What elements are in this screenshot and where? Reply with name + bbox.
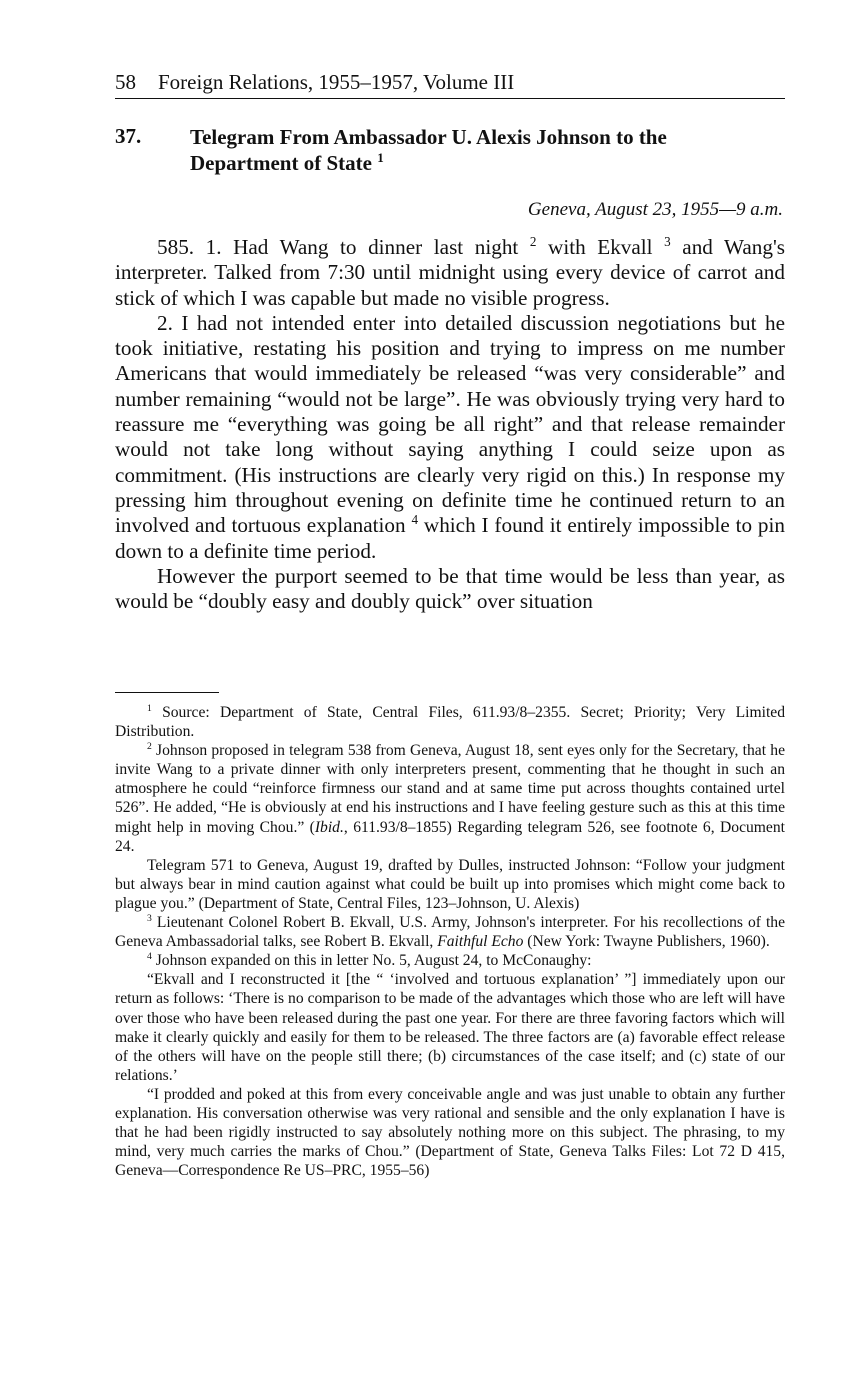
document-number: 37. <box>115 124 142 148</box>
footnote-ref-2[interactable]: 2 <box>529 233 537 249</box>
telegram-body <box>115 235 785 614</box>
footnote-1: $^1$ Source: Department of State, Central Files, 611.93/8–2355. Secret; Priority; Very Limited Distribution. <box>115 702 785 741</box>
footnote-ref-3[interactable]: 3 <box>664 233 671 249</box>
footnote-2-continued: Telegram 571 to Geneva, August 19, drafted by Dulles, instructed Johnson: “Follow your judgment but always bear in mind caution against what could be built up into promises which might come back to plague you.” (Department of State, Central Files, 123–Johnson, U. Alexis) <box>115 856 785 912</box>
footnote-4-quote-1: “Ekvall and I reconstructed it [the “ ‘involved and tortuous explanation’ ”] immediately upon our return as follows: ‘There is no comparison to be made of the advantages which those who are left will have over those who have been released during the past one year. For there are three favoring factors which will make it clearly quickly and easily for them to be released. The three factors are (a) favorable effect release of the others will have on the people still there; (b) circumstances of the case itself; and (c) state of our relations.’ <box>115 971 785 1084</box>
paragraph-2: 2. I had not intended enter into detailed discussion negotiations but he took initiative, restating his position and trying to impress on me number Americans that would immediately be released “was very considerable” and number remaining “would not be large”. He was obviously trying very hard to reassure me “everything was going be all right” and that release remainder would not take long without saying anything I could seize upon as commitment. (His instructions are clearly very rigid on this.) In response my pressing him throughout evening on definite time he continued return to an involved and tortuous explanation $^4$ which I found it entirely impossible to pin down to a definite time period. <box>115 310 786 563</box>
footnote-ref-4[interactable]: 4 <box>411 512 419 528</box>
footnote-2: $^2$ Johnson proposed in telegram 538 from Geneva, August 18, sent eyes only for the Secretary, that he invite Wang to a private dinner with only interpreters present, commenting that he thought in such an atmosphere he could “reinforce firmness our stand and at same time put across thoughts contained urtel 526”. He added, “He is obviously at end his instructions and I have feeling gesture such as this at this time might help in moving Chou.” (Ibid., 611.93/8–1855) Regarding telegram 526, see footnote 6, Document 24. <box>115 741 785 855</box>
footnotes <box>115 703 785 1180</box>
dateline: Geneva, August 23, 1955—9 a.m. <box>527 199 783 220</box>
footnote-ref-1[interactable]: 1 <box>377 150 384 165</box>
page-number: 58 <box>115 70 136 94</box>
document-title: Telegram From Ambassador U. Alexis Johnson to the Department of State $^1$ <box>190 125 667 175</box>
footnote-4: $^4$ Johnson expanded on this in letter No. 5, August 24, to McConaughy: <box>147 951 592 970</box>
paragraph-3: However the purport seemed to be that time would be less than year, as would be “doubly easy and doubly quick” over situation <box>115 563 785 614</box>
footnote-3: $^3$ Lieutenant Colonel Robert B. Ekvall, U.S. Army, Johnson's interpreter. For his recollections of the Geneva Ambassadorial talks, see Robert B. Ekvall, Faithful Echo (New York: Twayne Publishers, 1960). <box>115 912 785 951</box>
paragraph-1: 585. 1. Had Wang to dinner last night $^2$ with Ekvall $^3$ and Wang's interpreter. Talked from 7:30 until midnight using every device of carrot and stick of which I was capable but made no visible progress. <box>115 233 786 310</box>
running-header <box>115 68 785 99</box>
footnote-divider <box>115 692 219 693</box>
footnote-4-quote-2: “I prodded and poked at this from every conceivable angle and was just unable to obtain any further explanation. His conversation otherwise was very rational and sensible and the only explanation I have is that he had been rigidly instructed to say absolutely nothing more on this subject. The phrasing, to my mind, very much carries the marks of Chou.” (Department of State, Geneva Talks Files: Lot 72 D 415, Geneva—Correspondence Re US–PRC, 1955–56) <box>115 1085 785 1180</box>
running-title: Foreign Relations, 1955–1957, Volume III <box>158 70 515 94</box>
